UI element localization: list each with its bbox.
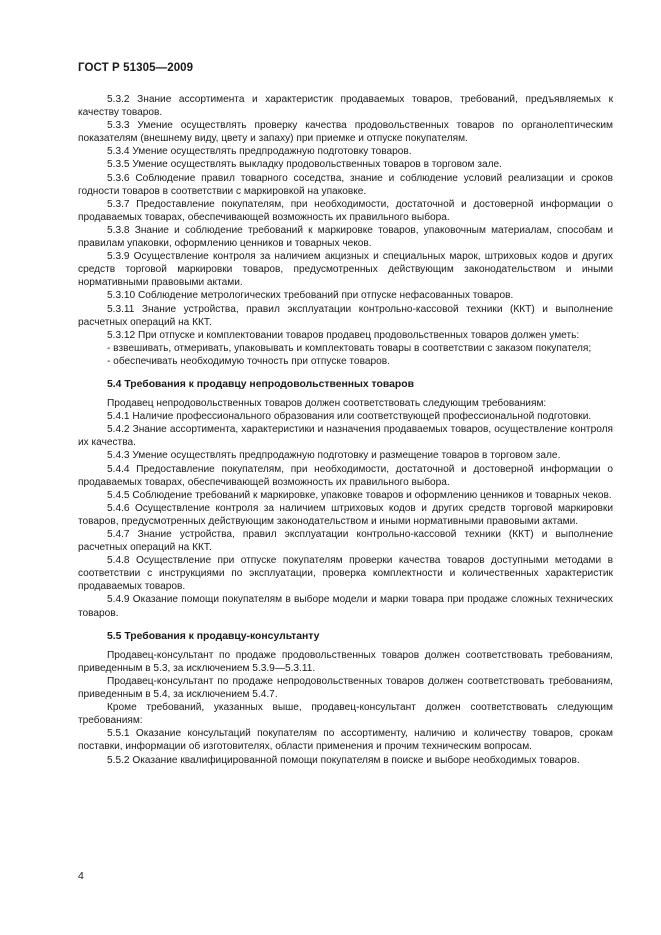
paragraph-5-3-4: 5.3.4 Умение осуществлять предпродажную подготовку товаров. [107,146,412,158]
paragraph-5-3-11: 5.3.11 Знание устройства, правил эксплуатации контрольно-кассовой техники (ККТ) и выполнение расчетных операций на ККТ. [78,303,613,328]
paragraph-5-4-9: 5.4.9 Оказание помощи покупателям в выборе модели и марки товара при продаже сложных технических товаров. [78,594,613,619]
paragraph-5-5-2: 5.5.2 Оказание квалифицированной помощи покупателям в поиске и выборе необходимых товаров. [107,754,580,766]
paragraph-5-3-12: 5.3.12 При отпуске и комплектовании товаров продавец продовольственных товаров должен уметь: [107,329,580,341]
dash-item: - взвешивать, отмеривать, упаковывать и комплектовать товары в соответствии с заказом покупателя; [107,342,592,354]
paragraph-5-3-9: 5.3.9 Осуществление контроля за наличием акцизных и специальных марок, штриховых кодов и других средств торговой маркировки товаров, предусмотренных действующим законодательством и иными нормативными правовыми актами. [78,251,613,289]
paragraph-5-4-6: 5.4.6 Осуществление контроля за наличием штриховых кодов и других средств торговой маркировки товаров, предусмотренных действующим законодательством и иными нормативными правовыми актами. [78,502,613,527]
paragraph-5-3-3: 5.3.3 Умение осуществлять проверку качества продовольственных товаров по органолептическим показателям (внешнему виду, цвету и запаху) при приемке и отпуске покупателям. [78,120,613,145]
paragraph-5-3-5: 5.3.5 Умение осуществлять выкладку продовольственных товаров в торговом зале. [107,159,502,171]
paragraph-5-3-2: 5.3.2 Знание ассортимента и характеристик продаваемых товаров, требований, предъявляемых к качеству товаров. [78,94,613,119]
paragraph-5-4-4: 5.4.4 Предоставление покупателям, при необходимости, достаточной и достоверной информации о продаваемых товарах, обеспечивающей возможность их правильного выбора. [78,463,613,488]
document-header: ГОСТ Р 51305—2009 [78,62,194,74]
section-heading-5-5: 5.5 Требования к продавцу-консультанту [107,630,320,642]
paragraph-5-4-3: 5.4.3 Умение осуществлять предпродажную подготовку и размещение товаров в торговом зале. [107,450,561,462]
paragraph-5-5-nonfood: Продавец-консультант по продаже непродовольственных товаров должен соответствовать требованиям, приведенным в 5.4, за исключением 5.4.7. [78,675,613,701]
paragraph-5-4-8: 5.4.8 Осуществление при отпуске покупателям проверки качества товаров доступными методами в соответствии с инструкциями по эксплуатации, проверка комплектности и количественных характеристик продаваемых товаров. [78,555,613,593]
paragraph-5-4-7: 5.4.7 Знание устройства, правил эксплуатации контрольно-кассовой техники (ККТ) и выполнение расчетных операций на ККТ. [78,529,613,554]
document-body [78,93,613,767]
page-number: 4 [78,870,84,882]
paragraph-5-4-5: 5.4.5 Соблюдение требований к маркировке, упаковке товаров и оформлению ценников и товарных чеков. [107,489,612,501]
paragraph-5-4-1: 5.4.1 Наличие профессионального образования или соответствующей профессиональной подготовки. [107,411,592,423]
paragraph-5-3-6: 5.3.6 Соблюдение правил товарного соседства, знание и соблюдение условий реализации и сроков годности товаров в соответствии с маркировкой на упаковке. [78,172,613,197]
dash-item: - обеспечивать необходимую точность при отпуске товаров. [107,355,390,367]
paragraph-5-5-food: Продавец-консультант по продаже продовольственных товаров должен соответствовать требованиям, приведенным в 5.3, за исключением 5.3.9—5.3.11. [78,649,613,674]
paragraph-5-5-1: 5.5.1 Оказание консультаций покупателям по ассортименту, наличию и количеству товаров, срокам поставки, информации об изготовителях, области применения и прочим техническим вопросам. [78,728,613,753]
paragraph-5-3-7: 5.3.7 Предоставление покупателям, при необходимости, достаточной и достоверной информации о продаваемых товарах, обеспечивающей возможность их правильного выбора. [78,198,613,223]
paragraph-5-5-intro: Кроме требований, указанных выше, продавец-консультант должен соответствовать следующим требованиям: [78,702,613,727]
section-heading-5-4: 5.4 Требования к продавцу непродовольственных товаров [107,378,414,390]
paragraph-5-4-intro: Продавец непродовольственных товаров должен соответствовать следующим требованиям: [107,398,547,410]
paragraph-5-3-8: 5.3.8 Знание и соблюдение требований к маркировке товаров, упаковочным материалам, способам и правилам упаковки, оформлению ценников и товарных чеков. [78,224,613,250]
paragraph-5-3-10: 5.3.10 Соблюдение метрологических требований при отпуске нефасованных товаров. [107,290,514,302]
paragraph-5-4-2: 5.4.2 Знание ассортимента, характеристики и назначения продаваемых товаров, осуществление контроля их качества. [78,424,613,449]
